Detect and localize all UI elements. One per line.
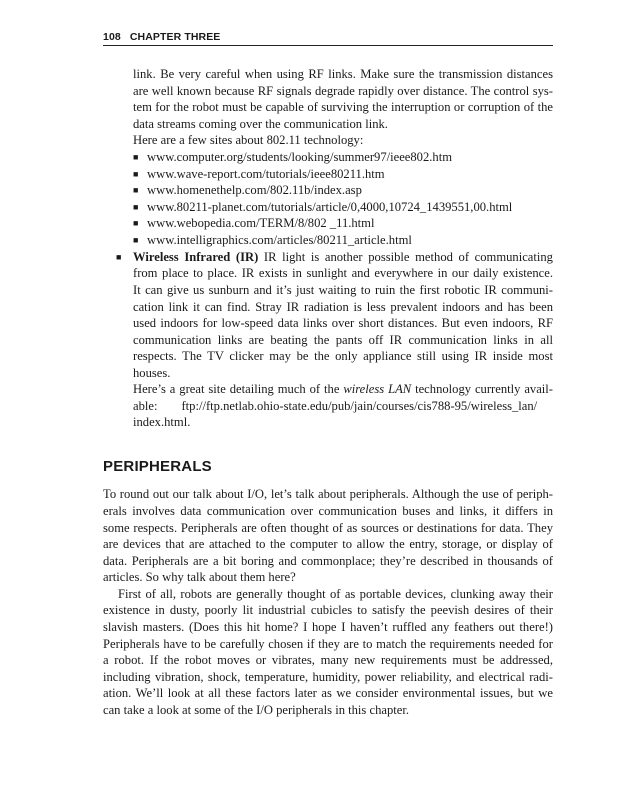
body-line: cation link it can find. Stray IR radiation is less prevalent indoors and has been: [133, 300, 553, 314]
body-line: ation. We’ll look at all these factors later as we consider environmental issues, but we: [103, 686, 553, 700]
ftp-end: index.html.: [133, 415, 191, 429]
ir-site-pre: Here’s a great site detailing much of the: [133, 382, 340, 396]
body-line: tem for the robot must be capable of surviving the interruption or corruption of the: [133, 100, 553, 114]
chapter-title: CHAPTER THREE: [129, 31, 221, 43]
body-line: houses.: [133, 366, 171, 380]
section-heading: PERIPHERALS: [103, 458, 212, 475]
url-item: www.80211-planet.com/tutorials/article/0,4000,10724_1439551,00.html: [147, 200, 513, 214]
body-line: a robot. If the robot moves or vibrates, many new requirements must be addressed,: [103, 653, 553, 667]
square-bullet-icon: ■: [116, 252, 122, 262]
ftp-url: ftp://ftp.netlab.ohio-state.edu/pub/jain/courses/cis788-95/wireless_lan/: [181, 399, 538, 413]
ir-first-line-rest: IR light is another possible method of communicating: [263, 250, 553, 264]
body-line: some respects. Peripherals are often thought of as sources or destinations for data. They: [103, 521, 553, 535]
body-line: from place to place. IR exists in sunlight and everywhere in our daily existence.: [133, 266, 553, 280]
body-line: including vibration, shock, temperature, humidity, power reliability, and electrical radi-: [103, 670, 553, 684]
body-line: respects. The TV clicker may be the only appliance still using IR inside most: [133, 349, 553, 363]
url-item: www.intelligraphics.com/articles/80211_article.html: [147, 233, 412, 247]
url-item: www.wave-report.com/tutorials/ieee80211.htm: [147, 167, 385, 181]
body-line: First of all, robots are generally thought of as portable devices, clunking away their: [118, 587, 553, 601]
page-number: 108: [103, 31, 121, 43]
square-bullet-icon: ■: [133, 169, 139, 179]
body-line: can take a look at some of the I/O peripherals in this chapter.: [103, 703, 409, 717]
ir-first-line: [133, 249, 553, 266]
body-line: used indoors for low-speed data links over short distances. But even indoors, RF: [133, 316, 553, 330]
body-line: are well known because RF signals degrade rapidly over distance. The control sys-: [133, 84, 553, 98]
url-item: www.homenethelp.com/802.11b/index.asp: [147, 183, 362, 197]
body-line: To round out our talk about I/O, let’s talk about peripherals. Although the use of periph-: [103, 487, 553, 501]
body-line: data streams coming over the communication link.: [133, 117, 388, 131]
body-line: articles. So why talk about them here?: [103, 570, 296, 584]
square-bullet-icon: ■: [133, 185, 139, 195]
square-bullet-icon: ■: [133, 202, 139, 212]
body-line: slavish masters. (Does this hit home? I hope I haven’t ruffled any feathers out there!): [103, 620, 553, 634]
square-bullet-icon: ■: [133, 152, 139, 162]
ir-site-line: [133, 381, 553, 398]
body-line: communication links are beating the pants off IR communication links in all: [133, 333, 553, 347]
square-bullet-icon: ■: [133, 218, 139, 228]
url-item: www.computer.org/students/looking/summer97/ieee802.htm: [147, 150, 453, 164]
ir-term: Wireless Infrared (IR): [133, 250, 259, 264]
ir-site-post: technology currently avail-: [415, 382, 553, 396]
square-bullet-icon: ■: [133, 235, 139, 245]
url-item: www.webopedia.com/TERM/8/802 _11.html: [147, 216, 375, 230]
body-line: link. Be very careful when using RF links. Make sure the transmission distances: [133, 67, 553, 81]
body-line: are devices that are attached to the computer to allow the entry, storage, or display of: [103, 537, 553, 551]
able-label: able:: [133, 399, 158, 413]
sites-intro: Here are a few sites about 802.11 technology:: [133, 133, 364, 147]
body-line: Peripherals have to be carefully chosen if they are to match the requirements needed for: [103, 637, 553, 651]
body-line: It can give us sunburn and it’s just waiting to ruin the first robotic IR communi-: [133, 283, 553, 297]
body-line: existence in dusty, poorly lit industrial cubicles to satisfy the peevish desires of their: [103, 603, 553, 617]
body-line: data. Peripherals are a bit boring and commonplace; they’re described in thousands of: [103, 554, 553, 568]
running-header: [103, 31, 553, 46]
ir-site-em: wireless LAN: [343, 382, 412, 396]
ftp-line: [133, 398, 553, 415]
body-line: erals involves data communication over communication buses and links, it differs in: [103, 504, 553, 518]
